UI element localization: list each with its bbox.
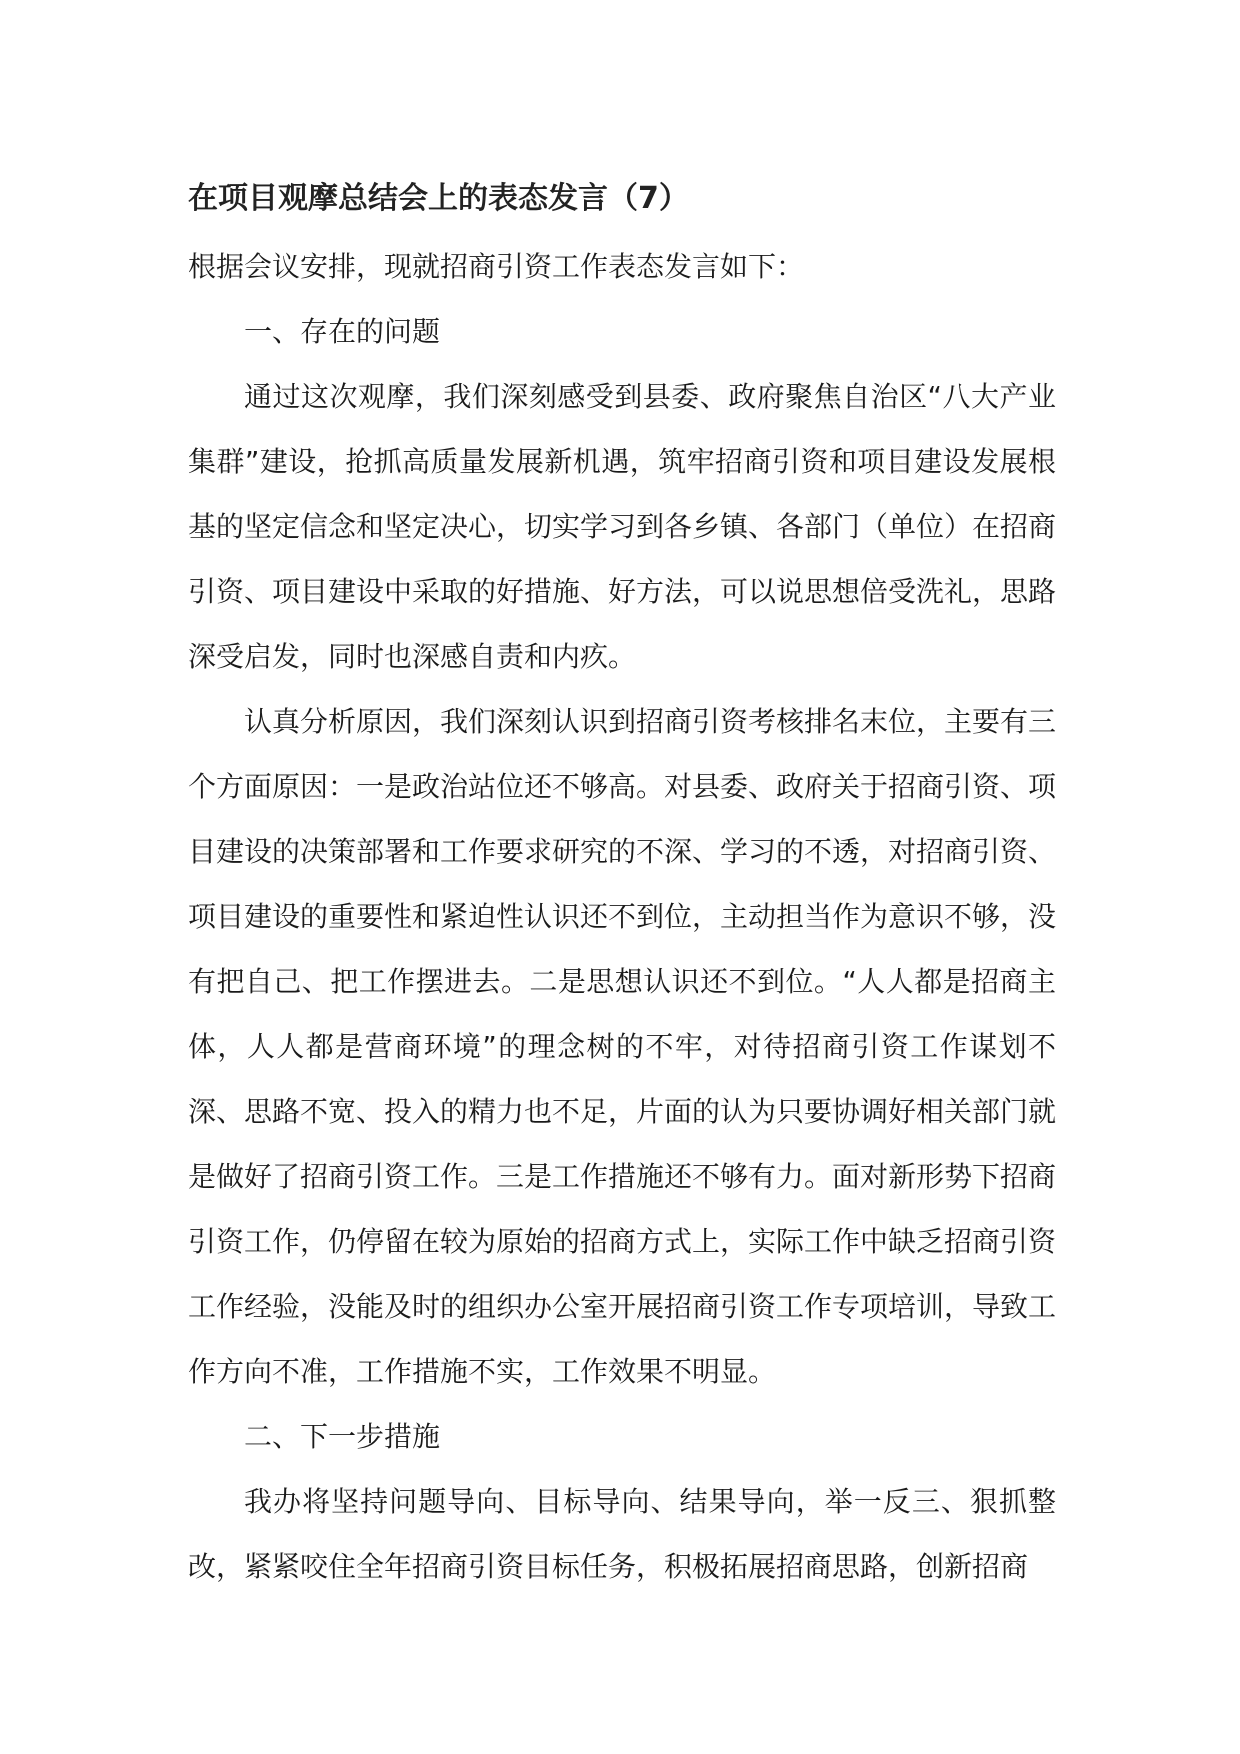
section-heading-next-steps: 二、下一步措施 [244,1420,441,1453]
intro-paragraph: 根据会议安排，现就招商引资工作表态发言如下： [188,250,805,283]
document-title: 在项目观摩总结会上的表态发言（7） [188,181,689,216]
section-heading-problems: 一、存在的问题 [244,315,441,348]
body-paragraph: 通过这次观摩，我们深刻感受到县委、政府聚焦自治区“八大产业集群”建设，抢抓高质量发展新机遇，筑牢招商引资和项目建设发展根基的坚定信念和坚定决心，切实学习到各乡镇、各部门（单位）在招商引资、项目建设中采取的好措施、好方法，可以说思想倍受洗礼，思路深受启发，同时也深感自责和内疚。 [188,380,1057,673]
body-paragraph: 认真分析原因，我们深刻认识到招商引资考核排名末位，主要有三个方面原因：一是政治站位还不够高。对县委、政府关于招商引资、项目建设的决策部署和工作要求研究的不深、学习的不透，对招商引资、项目建设的重要性和紧迫性认识还不到位，主动担当作为意识不够，没有把自己、把工作摆进去。二是思想认识还不到位。“人人都是招商主体，人人都是营商环境”的理念树的不牢，对待招商引资工作谋划不深、思路不宽、投入的精力也不足，片面的认为只要协调好相关部门就是做好了招商引资工作。三是工作措施还不够有力。面对新形势下招商引资工作，仍停留在较为原始的招商方式上，实际工作中缺乏招商引资工作经验，没能及时的组织办公室开展招商引资工作专项培训，导致工作方向不准，工作措施不实，工作效果不明显。 [188,705,1057,1388]
document-body [188,178,1056,1599]
body-paragraph: 我办将坚持问题导向、目标导向、结果导向，举一反三、狠抓整改，紧紧咬住全年招商引资目标任务，积极拓展招商思路，创新招商 [188,1485,1056,1583]
